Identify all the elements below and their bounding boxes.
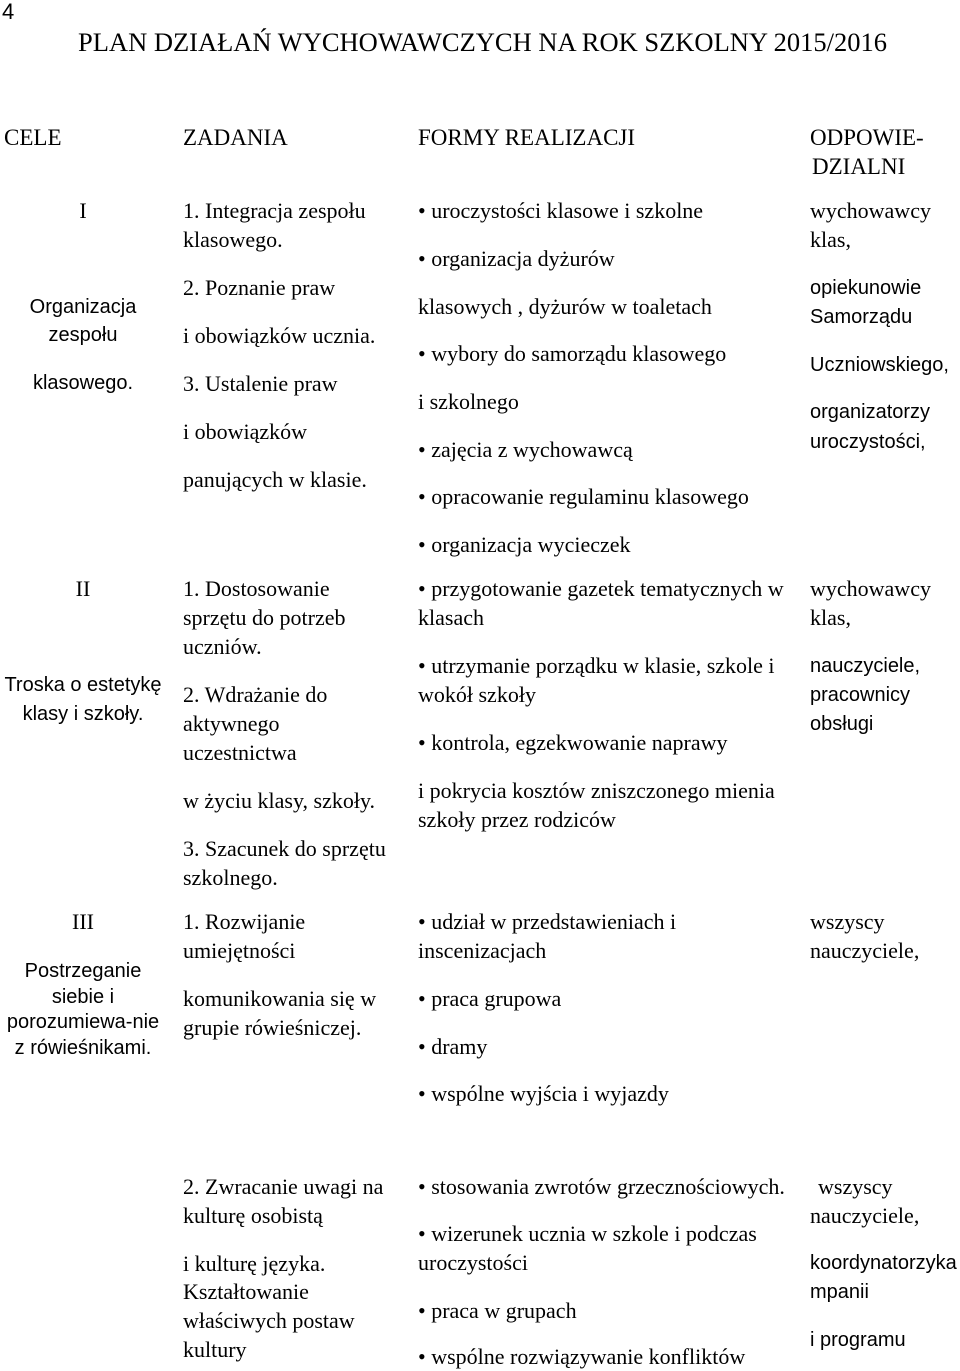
goal-line: Troska o estetykę bbox=[4, 674, 162, 696]
responsible-line: nauczyciele, bbox=[810, 1203, 920, 1228]
responsible-line: opiekunowie bbox=[810, 277, 922, 299]
section-numeral: III bbox=[72, 909, 94, 934]
goal-line: zespołu bbox=[48, 324, 118, 346]
activity-bullet-item: • kontrola, egzekwowanie naprawy bbox=[418, 730, 728, 755]
column-header-odpowiedzialni-line2: DZIALNI bbox=[812, 154, 906, 179]
activity-bullet-item: • opracowanie regulaminu klasowego bbox=[418, 484, 749, 509]
column-header-odpowiedzialni-line1: ODPOWIE- bbox=[810, 125, 924, 150]
section-numeral: I bbox=[79, 198, 87, 223]
task-line: aktywnego bbox=[183, 711, 280, 736]
task-line: panujących w klasie. bbox=[183, 467, 367, 492]
task-line: kulturę osobistą bbox=[183, 1203, 323, 1228]
responsible-line: nauczyciele, bbox=[810, 655, 921, 677]
page-number: 4 bbox=[2, 0, 15, 24]
task-line: uczniów. bbox=[183, 634, 262, 659]
task-line: 1. Rozwijanie bbox=[183, 909, 306, 934]
activity-bullet-item: • stosowania zwrotów grzecznościowych. bbox=[418, 1174, 785, 1199]
task-line: 2. Zwracanie uwagi na bbox=[183, 1174, 384, 1199]
responsible-line: i programu bbox=[810, 1329, 906, 1351]
column-header-zadania: ZADANIA bbox=[183, 125, 288, 150]
activity-bullet-item: • praca grupowa bbox=[418, 986, 562, 1011]
activity-bullet-item: • organizacja dyżurów bbox=[418, 246, 615, 271]
task-line: i kulturę języka. bbox=[183, 1251, 326, 1276]
responsible-line: koordynatorzyka bbox=[810, 1252, 957, 1274]
activity-bullet-item: • uroczystości klasowe i szkolne bbox=[418, 198, 704, 223]
task-line: szkolnego. bbox=[183, 865, 278, 890]
activity-continuation-line: uroczystości bbox=[418, 1250, 528, 1275]
column-header-cele: CELE bbox=[4, 125, 62, 150]
task-line: Kształtowanie bbox=[183, 1279, 309, 1304]
document-title: PLAN DZIAŁAŃ WYCHOWAWCZYCH NA ROK SZKOLNY 2015/2016 bbox=[78, 27, 888, 57]
task-line: umiejętności bbox=[183, 938, 296, 963]
responsible-line: wychowawcy bbox=[810, 198, 931, 223]
activity-bullet-item: • udział w przedstawieniach i bbox=[418, 909, 677, 934]
task-line: grupie rówieśniczej. bbox=[183, 1015, 362, 1040]
responsible-line: wszyscy bbox=[818, 1174, 893, 1199]
activity-bullet-item: • praca w grupach bbox=[418, 1298, 577, 1323]
goal-line: z rówieśnikami. bbox=[14, 1037, 152, 1059]
task-line: i obowiązków ucznia. bbox=[183, 323, 376, 348]
task-line: 3. Szacunek do sprzętu bbox=[183, 836, 386, 861]
responsible-line: nauczyciele, bbox=[810, 938, 920, 963]
task-line: klasowego. bbox=[183, 227, 283, 252]
activity-bullet-item: • wspólne rozwiązywanie konfliktów bbox=[418, 1344, 746, 1369]
responsible-line: Samorządu bbox=[810, 306, 913, 328]
activity-bullet-item: • wizerunek ucznia w szkole i podczas bbox=[418, 1221, 757, 1246]
responsible-line: wychowawcy bbox=[810, 576, 931, 601]
responsible-line: Uczniowskiego, bbox=[810, 354, 949, 376]
task-line: 1. Dostosowanie bbox=[183, 576, 330, 601]
task-line: uczestnictwa bbox=[183, 740, 297, 765]
responsible-line: wszyscy bbox=[810, 909, 885, 934]
task-line: 3. Ustalenie praw bbox=[183, 371, 338, 396]
activity-bullet-item: • wspólne wyjścia i wyjazdy bbox=[418, 1081, 669, 1106]
activity-bullet-item: • wybory do samorządu klasowego bbox=[418, 341, 727, 366]
activity-continuation-line: wokół szkoły bbox=[418, 682, 536, 707]
activity-bullet-item: • przygotowanie gazetek tematycznych w bbox=[418, 576, 784, 601]
task-line: sprzętu do potrzeb bbox=[183, 605, 346, 630]
responsible-line: uroczystości, bbox=[810, 431, 926, 453]
responsible-line: klas, bbox=[810, 227, 851, 252]
goal-line: klasowego. bbox=[32, 372, 134, 394]
task-line: kultury bbox=[183, 1337, 247, 1362]
activity-continuation-line: klasach bbox=[418, 605, 484, 630]
task-line: komunikowania się w bbox=[183, 986, 377, 1011]
responsible-line: obsługi bbox=[810, 713, 874, 735]
activity-continuation-line: szkoły przez rodziców bbox=[418, 807, 616, 832]
activity-bullet-item: • utrzymanie porządku w klasie, szkole i bbox=[418, 653, 775, 678]
responsible-line: pracownicy bbox=[810, 684, 911, 706]
task-line: 2. Wdrażanie do bbox=[183, 682, 328, 707]
responsible-line: klas, bbox=[810, 605, 851, 630]
responsible-line: mpanii bbox=[810, 1281, 869, 1303]
column-header-formy-realizacji: FORMY REALIZACJI bbox=[418, 125, 636, 150]
goal-line: siebie i bbox=[51, 986, 115, 1008]
goal-line: porozumiewa-nie bbox=[6, 1011, 160, 1033]
activity-continuation-line: klasowych , dyżurów w toaletach bbox=[418, 294, 712, 319]
task-line: i obowiązków bbox=[183, 419, 308, 444]
activity-bullet-item: • dramy bbox=[418, 1034, 488, 1059]
activity-continuation-line: i pokrycia kosztów zniszczonego mienia bbox=[418, 778, 775, 803]
section-numeral: II bbox=[75, 576, 91, 601]
task-line: 1. Integracja zespołu bbox=[183, 198, 366, 223]
task-line: właściwych postaw bbox=[183, 1308, 355, 1333]
goal-line: Postrzeganie bbox=[24, 960, 142, 982]
goal-line: Organizacja bbox=[29, 296, 137, 318]
activity-continuation-line: inscenizacjach bbox=[418, 938, 547, 963]
activity-bullet-item: • organizacja wycieczek bbox=[418, 532, 631, 557]
task-line: 2. Poznanie praw bbox=[183, 275, 336, 300]
activity-bullet-item: • zajęcia z wychowawcą bbox=[418, 437, 633, 462]
goal-line: klasy i szkoły. bbox=[22, 703, 144, 725]
activity-continuation-line: i szkolnego bbox=[418, 389, 519, 414]
responsible-line: organizatorzy bbox=[810, 401, 931, 423]
task-line: w życiu klasy, szkoły. bbox=[183, 788, 376, 813]
